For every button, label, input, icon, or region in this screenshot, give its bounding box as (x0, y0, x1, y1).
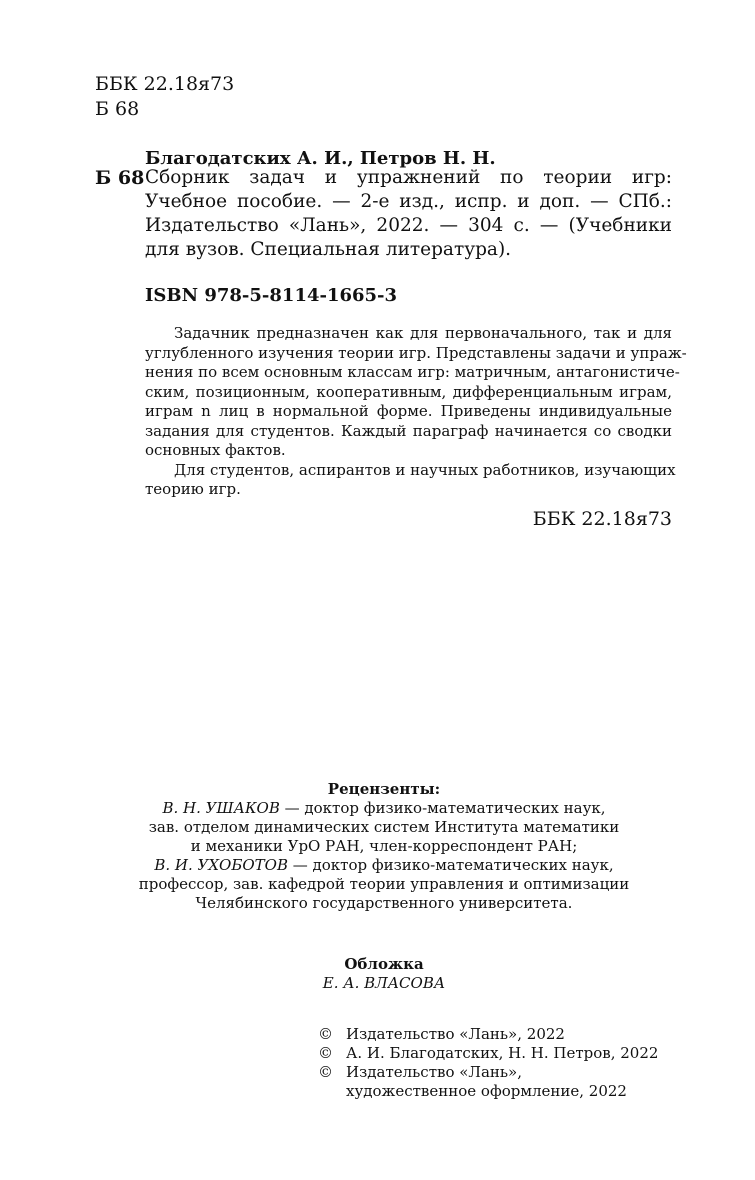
annotation-line: задания для студентов. Каждый параграф начинается со сводки (145, 421, 672, 440)
copyright-text-line: Издательство «Лань», (346, 1063, 523, 1081)
annotation-line: углубленного изучения теории игр. Представлены задачи и упраж- (145, 343, 687, 362)
biblio-line: Учебное пособие. — 2-е изд., испр. и доп. — СПб.: (145, 191, 672, 212)
reviewer-1-affiliation: и механики УрО РАН, член-корреспондент РАН; (190, 837, 578, 855)
reviewer-2-degree: — доктор физико-математических наук, (287, 856, 614, 874)
reviewer-2-line (95, 856, 673, 875)
copyright-row (318, 1063, 658, 1101)
reviewer-1-position: зав. отделом динамических систем Института математики (148, 818, 620, 836)
annotation-line: Для студентов, аспирантов и научных работников, изучающих (174, 460, 676, 479)
biblio-line: для вузов. Специальная литература). (145, 239, 512, 260)
copyright-text (346, 1063, 627, 1101)
biblio-line: Издательство «Лань», 2022. — 304 с. — (Учебники (145, 215, 672, 236)
annotation-line: основных фактов. (145, 441, 286, 459)
cover-title: Обложка (344, 955, 424, 973)
annotation-line: нения по всем основным классам игр: матричным, антагонистиче- (145, 363, 680, 381)
copyright-text: Издательство «Лань», 2022 (346, 1025, 565, 1043)
authors-heading: Благодатских А. И., Петров Н. Н. (145, 148, 496, 169)
copyright-symbol: © (318, 1025, 333, 1043)
annotation-line: играм n лиц в нормальной форме. Приведены индивидуальные (145, 402, 672, 420)
reviewer-2-position: профессор, зав. кафедрой теории управления и оптимизации (138, 875, 630, 893)
reviewer-1-line (95, 799, 673, 818)
isbn: ISBN 978-5-8114-1665-3 (145, 285, 398, 306)
annotation-line: Задачник предназначен как для первоначального, так и для (174, 324, 672, 342)
reviewer-2-name: В. И. УХОБОТОВ (154, 856, 288, 874)
reviewer-2-affiliation: Челябинского государственного университета. (195, 894, 573, 912)
reviewers-title: Рецензенты: (327, 780, 441, 798)
annotation-line: теорию игр. (145, 480, 241, 498)
bibliographic-description (145, 166, 672, 262)
cover-credit (95, 955, 673, 993)
biblio-line: Сборник задач и упражнений по теории игр: (145, 167, 672, 188)
bbk-code-bottom: ББК 22.18я73 (532, 508, 672, 530)
copyright-text-line: художественное оформление, 2022 (346, 1082, 627, 1100)
cover-designer: Е. А. ВЛАСОВА (322, 974, 446, 992)
copyright-row (318, 1025, 658, 1044)
reviewer-1-name: В. Н. УШАКОВ (162, 799, 280, 817)
copyright-row (318, 1044, 658, 1063)
annotation-line: ским, позиционным, кооперативным, дифференциальным играм, (145, 382, 672, 401)
author-code-top: Б 68 (95, 98, 140, 120)
bbk-header (95, 72, 234, 122)
copyright-symbol: © (318, 1044, 333, 1062)
reviewer-1-degree: — доктор физико-математических наук, (279, 799, 606, 817)
annotation (145, 324, 687, 500)
author-code-margin: Б 68 (95, 167, 145, 189)
reviewers-block (95, 780, 673, 913)
copyright-block (318, 1025, 658, 1101)
bbk-code-top: ББК 22.18я73 (95, 73, 235, 95)
copyright-symbol: © (318, 1063, 333, 1081)
copyright-text: А. И. Благодатских, Н. Н. Петров, 2022 (346, 1044, 659, 1062)
